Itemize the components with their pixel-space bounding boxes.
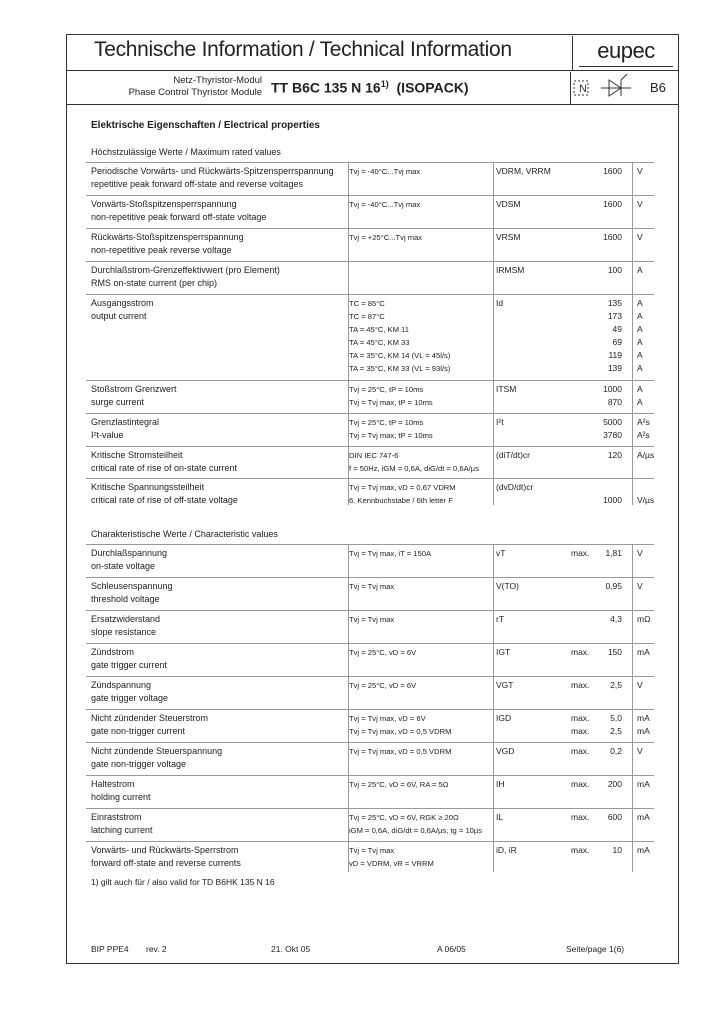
param-value: 49 [612, 324, 622, 334]
param-symbol: IH [496, 779, 505, 789]
param-value: 69 [612, 337, 622, 347]
param-value: 139 [607, 363, 622, 373]
package-name: (ISOPACK) [396, 79, 469, 96]
param-condition: Tvj = Tvj max [349, 615, 395, 624]
row-divider [86, 195, 654, 196]
param-condition: Tvj = Tvj max, vD = 0,67 VDRM [349, 483, 456, 492]
param-condition: Tvj = Tvj max [349, 582, 395, 591]
param-condition: TC = 85°C [349, 299, 385, 308]
param-condition: Tvj = 25°C, vD = 6V, RA = 5Ω [349, 780, 449, 789]
param-minmax: max. [571, 812, 590, 822]
header-divider-2 [66, 104, 679, 105]
param-label: gate non-trigger voltage [91, 759, 187, 769]
column-separator [632, 544, 633, 872]
param-unit: A [637, 397, 643, 407]
param-unit: A [637, 311, 643, 321]
param-value: 0,2 [610, 746, 622, 756]
circuit-symbol-mark: N [579, 83, 587, 95]
footer-date: 21. Okt 05 [271, 944, 311, 954]
column-separator [493, 162, 494, 505]
param-label: holding current [91, 792, 151, 802]
param-label: Rückwärts-Stoßspitzensperrspannung [91, 232, 244, 242]
circuit-code: B6 [650, 80, 666, 95]
param-value: 600 [607, 812, 622, 822]
param-label: Grenzlastintegral [91, 417, 160, 427]
param-label: on-state voltage [91, 561, 156, 571]
param-condition: 6. Kennbuchstabe / 6th letter F [349, 496, 453, 505]
column-separator [348, 162, 349, 505]
param-condition: Tvj = -40°C...Tvj max [349, 167, 421, 176]
param-unit: V [637, 199, 643, 209]
param-condition: Tvj = 25°C, vD = 6V [349, 648, 417, 657]
param-label: latching current [91, 825, 153, 835]
param-unit: mA [637, 713, 650, 723]
param-condition: Tvj = Tvj max, vD = 0,5 VDRM [349, 727, 452, 736]
param-label: surge current [91, 397, 145, 407]
param-symbol: (diT/dt)cr [496, 450, 530, 460]
row-divider [86, 676, 654, 677]
param-label: forward off-state and reverse currents [91, 858, 241, 868]
param-label: Nicht zündender Steuerstrom [91, 713, 209, 723]
row-divider [86, 643, 654, 644]
param-unit: A [637, 363, 643, 373]
subtitle-en: Phase Control Thyristor Module [128, 87, 262, 98]
param-unit: A [637, 265, 643, 275]
section-title: Elektrische Eigenschaften / Electrical properties [91, 120, 320, 131]
param-value: 200 [607, 779, 622, 789]
footnote: 1) gilt auch für / also valid for TD B6HK 135 N 16 [91, 877, 275, 887]
param-value: 120 [607, 450, 622, 460]
param-unit: V [637, 548, 643, 558]
header-divider [66, 70, 679, 71]
param-label: Durchlaßstrom-Grenzeffektivwert (pro Element) [91, 265, 280, 275]
param-label: Ausgangsstrom [91, 298, 154, 308]
param-unit: A [637, 324, 643, 334]
footer-revision: rev. 2 [146, 944, 167, 954]
param-symbol: IGD [496, 713, 512, 723]
param-label: Stoßstrom Grenzwert [91, 384, 177, 394]
param-symbol: ITSM [496, 384, 517, 394]
param-condition: TA = 35°C, KM 33 (VL = 93l/s) [349, 364, 451, 373]
param-symbol: IRMSM [496, 265, 525, 275]
param-unit: mA [637, 647, 650, 657]
param-label: Periodische Vorwärts- und Rückwärts-Spitzensperrspannung [91, 166, 334, 176]
param-unit: V [637, 166, 643, 176]
row-divider [86, 261, 654, 262]
param-value: 2,5 [610, 726, 622, 736]
param-condition: Tvj = Tvj max [349, 846, 395, 855]
row-divider [86, 446, 654, 447]
param-minmax: max. [571, 548, 590, 558]
param-value: 870 [607, 397, 622, 407]
param-label: gate trigger voltage [91, 693, 169, 703]
row-divider [86, 294, 654, 295]
param-label: Einraststrom [91, 812, 142, 822]
param-label: critical rate of rise of off-state voltage [91, 495, 238, 505]
param-condition: Tvj = +25°C...Tvj max [349, 233, 423, 242]
param-value: 3780 [603, 430, 622, 440]
param-unit: mA [637, 845, 650, 855]
param-value: 173 [607, 311, 622, 321]
param-symbol: VRSM [496, 232, 521, 242]
type-number [271, 79, 469, 96]
param-value: 1000 [603, 384, 622, 394]
param-value: 10 [612, 845, 622, 855]
param-unit: mΩ [637, 614, 651, 624]
param-condition: TA = 45°C, KM 11 [349, 325, 409, 334]
brand-name: eupec [597, 38, 655, 63]
footer-doc-id: BIP PPE4 [91, 944, 129, 954]
param-condition: Tvj = 25°C, vD = 6V, RGK ≥ 20Ω [349, 813, 459, 822]
characteristic-title: Charakteristische Werte / Characteristic values [91, 529, 278, 539]
row-divider [86, 709, 654, 710]
row-divider [86, 478, 654, 479]
param-symbol: IL [496, 812, 504, 822]
param-minmax: max. [571, 726, 590, 736]
subtitle-de: Netz-Thyristor-Modul [173, 75, 262, 86]
param-symbol: VDSM [496, 199, 521, 209]
param-unit: V [637, 746, 643, 756]
param-minmax: max. [571, 779, 590, 789]
param-value: 135 [607, 298, 622, 308]
param-minmax: max. [571, 746, 590, 756]
column-separator [632, 162, 633, 505]
param-label: slope resistance [91, 627, 157, 637]
param-unit: V/µs [637, 495, 655, 505]
param-symbol: VGT [496, 680, 514, 690]
param-condition: Tvj = 25°C, tP = 10ms [349, 385, 424, 394]
param-value: 119 [608, 350, 622, 360]
row-divider [86, 775, 654, 776]
param-symbol: iD, iR [496, 845, 517, 855]
param-value: 100 [607, 265, 622, 275]
param-label: Kritische Spannungssteilheit [91, 482, 205, 492]
param-label: Ersatzwiderstand [91, 614, 161, 624]
param-symbol: V(TO) [496, 581, 519, 591]
param-unit: V [637, 581, 643, 591]
param-unit: mA [637, 779, 650, 789]
param-label: repetitive peak forward off-state and reverse voltages [91, 179, 303, 189]
param-value: 4,3 [610, 614, 622, 624]
param-label: Vorwärts-Stoßspitzensperrspannung [91, 199, 237, 209]
max-rated-title: Höchstzulässige Werte / Maximum rated values [91, 147, 281, 157]
param-value: 1600 [603, 199, 622, 209]
param-unit: mA [637, 726, 650, 736]
param-condition: Tvj = 25°C, vD = 6V [349, 681, 417, 690]
row-divider [86, 162, 654, 163]
param-condition: Tvj = -40°C...Tvj max [349, 200, 421, 209]
param-minmax: max. [571, 713, 590, 723]
param-unit: A [637, 384, 643, 394]
row-divider [86, 544, 654, 545]
row-divider [86, 808, 654, 809]
type-number-text: TT B6C 135 N 16 [271, 79, 381, 96]
thyristor-bridge-icon [571, 72, 651, 104]
row-divider [86, 742, 654, 743]
param-value: 2,5 [610, 680, 622, 690]
param-label: non-repetitive peak reverse voltage [91, 245, 232, 255]
param-value: 5,0 [610, 713, 622, 723]
param-label: Haltestrom [91, 779, 135, 789]
param-symbol: I²t [496, 417, 504, 427]
param-label: Zündstrom [91, 647, 135, 657]
param-condition: vD = VDRM, vR = VRRM [349, 859, 434, 868]
param-unit: A/µs [637, 450, 655, 460]
param-condition: Tvj = Tvj max, vD = 6V [349, 714, 426, 723]
param-condition: TA = 35°C, KM 14 (VL = 45l/s) [349, 351, 451, 360]
row-divider [86, 841, 654, 842]
param-value: 1,81 [605, 548, 622, 558]
param-unit: mA [637, 812, 650, 822]
param-label: I²t-value [91, 430, 124, 440]
param-label: threshold voltage [91, 594, 160, 604]
param-unit: A [637, 337, 643, 347]
param-symbol: Id [496, 298, 504, 308]
row-divider [86, 610, 654, 611]
column-separator [348, 544, 349, 872]
param-condition: TC = 87°C [349, 312, 385, 321]
param-value: 5000 [603, 417, 622, 427]
param-label: gate trigger current [91, 660, 168, 670]
param-condition: TA = 45°C, KM 33 [349, 338, 410, 347]
param-condition: Tvj = Tvj max, iT = 150A [349, 549, 432, 558]
page-title: Technische Information / Technical Information [94, 38, 512, 61]
param-minmax: max. [571, 680, 590, 690]
param-condition: Tvj = Tvj max, tP = 10ms [349, 398, 433, 407]
param-condition: Tvj = Tvj max, tP = 10ms [349, 431, 433, 440]
row-divider [86, 577, 654, 578]
param-label: non-repetitive peak forward off-state voltage [91, 212, 267, 222]
param-value: 150 [607, 647, 622, 657]
param-condition: DIN IEC 747-6 [349, 451, 399, 460]
param-unit: A²s [637, 417, 650, 427]
param-label: Durchlaßspannung [91, 548, 168, 558]
param-unit: A²s [637, 430, 650, 440]
param-symbol: IGT [496, 647, 511, 657]
param-symbol: vT [496, 548, 506, 558]
param-condition: iGM = 0,6A, diG/dt = 0,6A/µs, tg = 10µs [349, 826, 483, 835]
param-value: 1000 [603, 495, 622, 505]
param-label: RMS on-state current (per chip) [91, 278, 218, 288]
param-minmax: max. [571, 647, 590, 657]
param-symbol: VDRM, VRRM [496, 166, 551, 176]
param-symbol: VGD [496, 746, 515, 756]
param-unit: A [637, 298, 643, 308]
param-condition: Tvj = 25°C, tP = 10ms [349, 418, 424, 427]
param-condition: Tvj = Tvj max, vD = 0,5 VDRM [349, 747, 452, 756]
type-footnote-mark: 1) [380, 79, 389, 89]
param-value: 0,95 [605, 581, 622, 591]
param-label: output current [91, 311, 147, 321]
row-divider [86, 413, 654, 414]
param-label: Nicht zündende Steuerspannung [91, 746, 223, 756]
row-divider [86, 228, 654, 229]
param-symbol: rT [496, 614, 505, 624]
param-label: Kritische Stromsteilheit [91, 450, 183, 460]
param-unit: V [637, 680, 643, 690]
param-value: 1600 [603, 232, 622, 242]
param-minmax: max. [571, 845, 590, 855]
brand-logo [572, 36, 679, 70]
param-label: Schleusenspannung [91, 581, 173, 591]
param-unit: V [637, 232, 643, 242]
row-divider [86, 380, 654, 381]
param-symbol: (dvD/dt)cr [496, 482, 534, 492]
param-value: 1600 [603, 166, 622, 176]
param-label: Zündspannung [91, 680, 152, 690]
param-label: gate non-trigger current [91, 726, 186, 736]
param-label: critical rate of rise of on-state current [91, 463, 238, 473]
column-separator [493, 544, 494, 872]
param-label: Vorwärts- und Rückwärts-Sperrstrom [91, 845, 239, 855]
footer-page: Seite/page 1(6) [566, 944, 625, 954]
footer-approval: A 06/05 [437, 944, 466, 954]
param-unit: A [637, 350, 643, 360]
param-condition: f = 50Hz, iGM = 0,6A, diG/dt = 0,6A/µs [349, 464, 479, 473]
